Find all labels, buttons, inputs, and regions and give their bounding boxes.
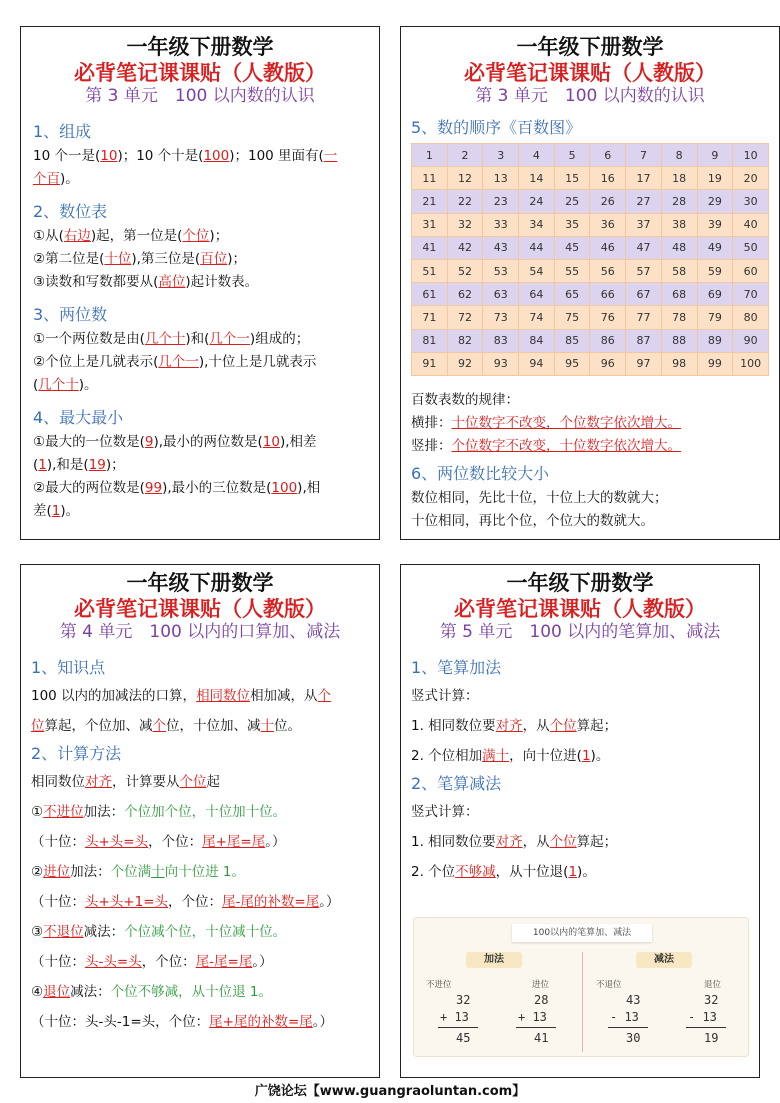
hundred-chart-cell: 4 [519, 144, 555, 167]
hundred-chart-cell: 71 [412, 306, 448, 329]
hundred-chart-cell: 63 [483, 283, 519, 306]
hundred-chart-cell: 59 [697, 259, 733, 282]
addition-label: 加法 [466, 952, 522, 968]
addend: + 13 [518, 1010, 547, 1024]
hundred-chart-cell: 27 [626, 190, 662, 213]
card-unit5 [400, 564, 760, 1078]
illustration-title: 100以内的笔算加、减法 [512, 924, 652, 942]
text-line: ③读数和写数都要从(高位)起计数表。 [33, 273, 259, 290]
section-heading: 2、数位表 [33, 201, 108, 221]
minuend: 43 [626, 993, 641, 1007]
hundred-chart-cell: 6 [590, 144, 626, 167]
hundred-chart-row [412, 236, 769, 259]
hundred-chart-row [412, 167, 769, 190]
hundred-chart-cell: 62 [447, 283, 483, 306]
text-line: 100 以内的加减法的口算，相同数位相加减，从个 [31, 687, 332, 704]
hundred-chart-cell: 12 [447, 167, 483, 190]
rule-column: 竖排：个位数字不改变，十位数字依次增大。 [411, 438, 681, 454]
hundred-chart-cell: 84 [519, 329, 555, 352]
divider [582, 952, 583, 1052]
card-unit-title: 第 3 单元 100 以内数的认识 [85, 86, 315, 107]
hundred-chart-cell: 8 [661, 144, 697, 167]
hundred-chart-cell: 44 [519, 236, 555, 259]
hundred-chart-cell: 47 [626, 236, 662, 259]
hundred-chart-row [412, 283, 769, 306]
hundred-chart-cell: 58 [661, 259, 697, 282]
hundred-chart-cell: 15 [554, 167, 590, 190]
hundred-chart-row [412, 352, 769, 375]
hundred-chart-cell: 81 [412, 329, 448, 352]
hundred-chart-cell: 40 [733, 213, 769, 236]
hundred-chart-cell: 93 [483, 352, 519, 375]
subtrahend: - 13 [610, 1010, 639, 1024]
hundred-chart-row [412, 306, 769, 329]
hundred-chart-cell: 64 [519, 283, 555, 306]
hundred-chart-cell: 94 [519, 352, 555, 375]
hundred-chart-cell: 39 [697, 213, 733, 236]
hundred-chart-cell: 43 [483, 236, 519, 259]
hundred-chart-cell: 38 [661, 213, 697, 236]
card-title-main: 一年级下册数学 [506, 571, 654, 595]
hundred-chart-cell: 85 [554, 329, 590, 352]
hundred-chart-cell: 23 [483, 190, 519, 213]
no-carry-label: 不进位 [426, 980, 452, 990]
no-borrow-label: 不退位 [596, 980, 622, 990]
hundred-chart-cell: 41 [412, 236, 448, 259]
hundred-chart-cell: 9 [697, 144, 733, 167]
hundred-chart-cell: 87 [626, 329, 662, 352]
difference: 19 [704, 1031, 719, 1045]
carry-label: 进位 [532, 980, 550, 990]
addend: 32 [456, 993, 471, 1007]
hundred-chart-cell: 77 [626, 306, 662, 329]
text-line: 2. 个位不够减，从十位退(1)。 [411, 863, 596, 880]
hundred-chart-cell: 82 [447, 329, 483, 352]
hundred-chart-cell: 88 [661, 329, 697, 352]
hundred-chart-row [412, 329, 769, 352]
hundred-chart-cell: 48 [661, 236, 697, 259]
hundred-chart-cell: 46 [590, 236, 626, 259]
addend: + 13 [440, 1010, 469, 1024]
card-title-sub: 必背笔记课课贴（人教版） [464, 60, 716, 85]
text-line: ②第二位是(十位),第三位是(百位)； [33, 250, 246, 267]
text-line: 竖式计算： [411, 803, 479, 820]
hundred-chart-row [412, 213, 769, 236]
hundred-chart-cell: 50 [733, 236, 769, 259]
hundred-chart-cell: 57 [626, 259, 662, 282]
hundred-chart [411, 143, 769, 376]
equals-bar [516, 1027, 556, 1028]
hundred-chart-cell: 19 [697, 167, 733, 190]
hundred-chart-cell: 11 [412, 167, 448, 190]
borrow-label: 退位 [704, 980, 722, 990]
hundred-chart-cell: 7 [626, 144, 662, 167]
sum: 45 [456, 1031, 471, 1045]
difference: 30 [626, 1031, 641, 1045]
section-heading: 1、组成 [33, 121, 92, 141]
text-line: （十位：头+头=头，个位：尾+尾=尾。） [31, 833, 286, 850]
section-heading: 1、知识点 [31, 657, 106, 677]
text-line: ②最大的两位数是(99),最小的三位数是(100),相 [33, 479, 321, 496]
hundred-chart-cell: 75 [554, 306, 590, 329]
section-heading: 2、笔算减法 [411, 773, 502, 793]
section-heading: 5、数的顺序《百数图》 [411, 118, 582, 137]
text-line: ④退位减法：个位不够减，从十位退 1。 [31, 983, 272, 1000]
equals-bar [438, 1027, 478, 1028]
hundred-chart-row [412, 190, 769, 213]
section-heading: 4、最大最小 [33, 407, 124, 427]
subtrahend: - 13 [688, 1010, 717, 1024]
hundred-chart-cell: 53 [483, 259, 519, 282]
hundred-chart-cell: 96 [590, 352, 626, 375]
card-header [21, 35, 379, 107]
hundred-chart-cell: 3 [483, 144, 519, 167]
hundred-chart-cell: 66 [590, 283, 626, 306]
hundred-chart-cell: 37 [626, 213, 662, 236]
card-unit-title: 第 4 单元 100 以内的口算加、减法 [59, 622, 341, 643]
hundred-chart-cell: 83 [483, 329, 519, 352]
text-line: （十位：头-头-1=头，个位：尾+尾的补数=尾。） [31, 1013, 334, 1030]
addend: 28 [534, 993, 549, 1007]
hundred-chart-cell: 56 [590, 259, 626, 282]
card-title-sub: 必背笔记课课贴（人教版） [74, 596, 326, 621]
text-line: 2. 个位相加满十，向十位进(1)。 [411, 747, 610, 764]
card-header [21, 571, 379, 643]
text-line: 差(1)。 [33, 502, 80, 519]
hundred-chart-cell: 67 [626, 283, 662, 306]
hundred-chart-cell: 14 [519, 167, 555, 190]
section-heading: 1、笔算加法 [411, 657, 502, 677]
card-title-main: 一年级下册数学 [516, 35, 664, 59]
hundred-chart-cell: 33 [483, 213, 519, 236]
hundred-chart-cell: 5 [554, 144, 590, 167]
hundred-chart-cell: 70 [733, 283, 769, 306]
text-line: ③不退位减法：个位减个位，十位减十位。 [31, 923, 287, 940]
text-line: 位算起，个位加、减个位，十位加、减十位。 [31, 717, 301, 734]
hundred-chart-row [412, 259, 769, 282]
hundred-chart-cell: 80 [733, 306, 769, 329]
text-line: 1. 相同数位要对齐，从个位算起； [411, 717, 618, 734]
rule-row: 横排：十位数字不改变，个位数字依次增大。 [411, 415, 681, 431]
text-line: ①不进位加法：个位加个位，十位加十位。 [31, 803, 287, 820]
hundred-chart-cell: 2 [447, 144, 483, 167]
hundred-chart-cell: 68 [661, 283, 697, 306]
hundred-chart-cell: 17 [626, 167, 662, 190]
hundred-chart-row [412, 144, 769, 167]
text-line: 竖式计算： [411, 687, 479, 704]
hundred-chart-cell: 92 [447, 352, 483, 375]
text-line: ①从(右边)起，第一位是(个位)； [33, 227, 229, 244]
minuend: 32 [704, 993, 719, 1007]
hundred-chart-cell: 35 [554, 213, 590, 236]
hundred-chart-cell: 10 [733, 144, 769, 167]
sum: 41 [534, 1031, 549, 1045]
text-line: ②个位上是几就表示(几个一),十位上是几就表示 [33, 353, 317, 370]
hundred-chart-cell: 76 [590, 306, 626, 329]
text-line: ①最大的一位数是(9),最小的两位数是(10),相差 [33, 433, 317, 450]
card-unit3-part2 [400, 26, 780, 540]
hundred-chart-cell: 52 [447, 259, 483, 282]
hundred-chart-cell: 36 [590, 213, 626, 236]
text-line: 十位相同，再比个位，个位大的数就大。 [411, 513, 654, 529]
text-line: 10 个一是(10)；10 个十是(100)；100 里面有(一 [33, 147, 338, 164]
hundred-chart-cell: 60 [733, 259, 769, 282]
card-title-main: 一年级下册数学 [126, 35, 274, 59]
card-unit3-part1 [20, 26, 380, 540]
equals-bar [608, 1027, 648, 1028]
hundred-chart-cell: 74 [519, 306, 555, 329]
hundred-chart-cell: 98 [661, 352, 697, 375]
hundred-chart-cell: 31 [412, 213, 448, 236]
hundred-chart-cell: 34 [519, 213, 555, 236]
hundred-chart-cell: 18 [661, 167, 697, 190]
subtraction-label: 减法 [636, 952, 692, 968]
hundred-chart-cell: 69 [697, 283, 733, 306]
section-heading: 6、两位数比较大小 [411, 464, 550, 483]
text-line: ①一个两位数是由(几个十)和(几个一)组成的； [33, 330, 310, 347]
text-line: 数位相同，先比十位，十位上大的数就大； [411, 490, 668, 506]
text-line: (几个十)。 [33, 376, 98, 393]
text-line: （十位：头-头=头，个位：尾-尾=尾。） [31, 953, 273, 970]
hundred-chart-cell: 42 [447, 236, 483, 259]
hundred-chart-cell: 24 [519, 190, 555, 213]
rule-title: 百数表数的规律： [411, 392, 519, 408]
hundred-chart-cell: 95 [554, 352, 590, 375]
hundred-chart-cell: 90 [733, 329, 769, 352]
hundred-chart-cell: 72 [447, 306, 483, 329]
hundred-chart-cell: 25 [554, 190, 590, 213]
hundred-chart-cell: 61 [412, 283, 448, 306]
text-line: 个百)。 [33, 170, 79, 187]
hundred-chart-cell: 26 [590, 190, 626, 213]
equals-bar [686, 1027, 726, 1028]
text-line: 1. 相同数位要对齐，从个位算起； [411, 833, 618, 850]
card-header [401, 35, 779, 107]
card-title-main: 一年级下册数学 [126, 571, 274, 595]
card-header [401, 571, 759, 643]
hundred-chart-cell: 55 [554, 259, 590, 282]
hundred-chart-cell: 100 [733, 352, 769, 375]
hundred-chart-cell: 51 [412, 259, 448, 282]
hundred-chart-cell: 78 [661, 306, 697, 329]
hundred-chart-cell: 79 [697, 306, 733, 329]
hundred-chart-cell: 49 [697, 236, 733, 259]
section-heading: 2、计算方法 [31, 743, 122, 763]
vertical-calculation-illustration [413, 917, 749, 1057]
card-unit-title: 第 3 单元 100 以内数的认识 [475, 86, 705, 107]
card-unit4 [20, 564, 380, 1078]
hundred-chart-cell: 99 [697, 352, 733, 375]
hundred-chart-cell: 65 [554, 283, 590, 306]
card-unit-title: 第 5 单元 100 以内的笔算加、减法 [439, 622, 721, 643]
hundred-chart-cell: 29 [697, 190, 733, 213]
hundred-chart-cell: 54 [519, 259, 555, 282]
hundred-chart-cell: 20 [733, 167, 769, 190]
hundred-chart-cell: 91 [412, 352, 448, 375]
hundred-chart-cell: 89 [697, 329, 733, 352]
hundred-chart-cell: 28 [661, 190, 697, 213]
hundred-chart-cell: 30 [733, 190, 769, 213]
site-footer: 广饶论坛【www.guangraoluntan.com】 [254, 1084, 526, 1099]
card-title-sub: 必背笔记课课贴（人教版） [454, 596, 706, 621]
hundred-chart-cell: 16 [590, 167, 626, 190]
hundred-chart-cell: 86 [590, 329, 626, 352]
card-title-sub: 必背笔记课课贴（人教版） [74, 60, 326, 85]
hundred-chart-cell: 97 [626, 352, 662, 375]
hundred-chart-cell: 21 [412, 190, 448, 213]
text-line: ②进位加法：个位满十向十位进 1。 [31, 863, 245, 880]
text-line: (1),和是(19)； [33, 456, 125, 473]
hundred-chart-cell: 22 [447, 190, 483, 213]
hundred-chart-cell: 45 [554, 236, 590, 259]
section-heading: 3、两位数 [33, 304, 108, 324]
text-line: 相同数位对齐，计算要从个位起 [31, 773, 220, 790]
hundred-chart-cell: 73 [483, 306, 519, 329]
hundred-chart-cell: 1 [412, 144, 448, 167]
text-line: （十位：头+头+1=头，个位：尾-尾的补数=尾。） [31, 893, 340, 910]
hundred-chart-cell: 13 [483, 167, 519, 190]
hundred-chart-cell: 32 [447, 213, 483, 236]
